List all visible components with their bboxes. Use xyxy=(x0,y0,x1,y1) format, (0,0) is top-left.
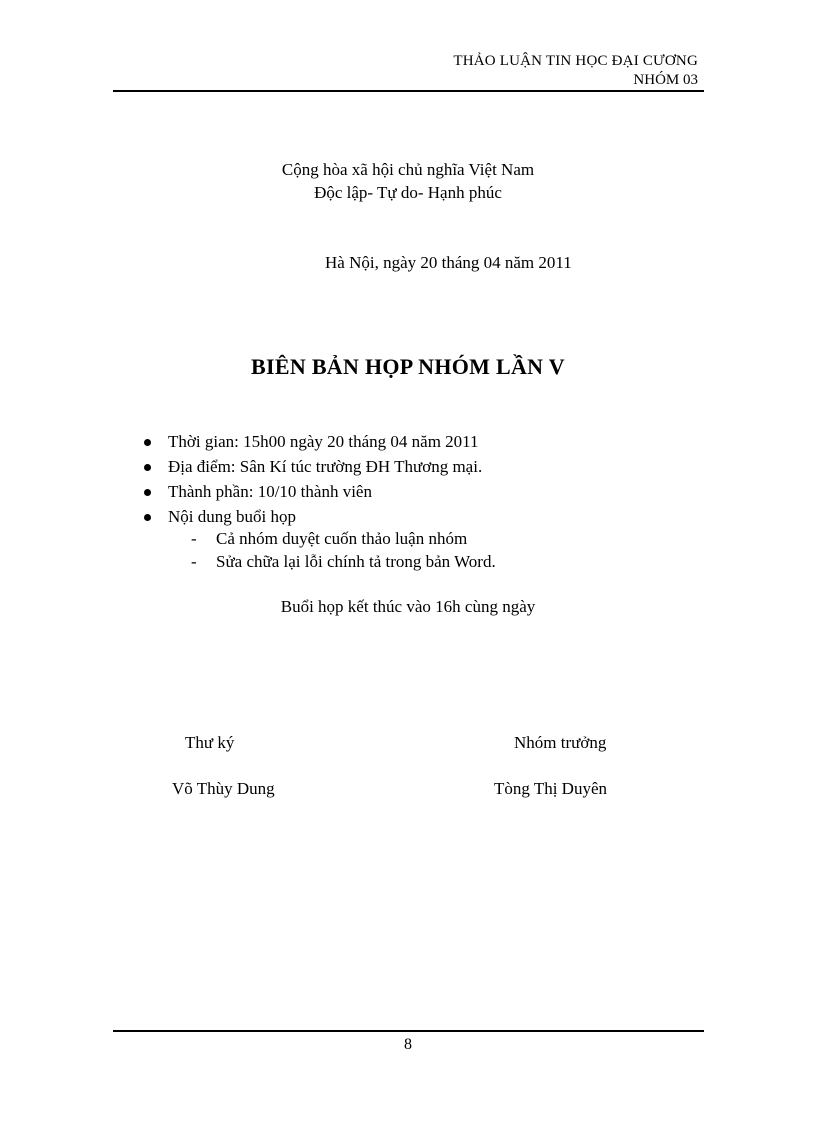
header-group: NHÓM 03 xyxy=(633,72,698,88)
bullet-icon xyxy=(144,439,151,446)
meeting-time: Thời gian: 15h00 ngày 20 tháng 04 năm 2011 xyxy=(168,432,479,451)
bullet-icon xyxy=(144,514,151,521)
page-number: 8 xyxy=(404,1036,412,1053)
dash-marker: - xyxy=(191,552,197,571)
group-leader-role: Nhóm trưởng xyxy=(514,733,607,752)
meeting-attendance: Thành phần: 10/10 thành viên xyxy=(168,482,372,501)
national-motto-line1: Cộng hòa xã hội chủ nghĩa Việt Nam xyxy=(281,160,535,179)
header-title: THẢO LUẬN TIN HỌC ĐẠI CƯƠNG xyxy=(453,53,698,69)
content-item: Cả nhóm duyệt cuốn thảo luận nhóm xyxy=(216,529,468,548)
dash-marker: - xyxy=(191,529,197,548)
closing-statement: Buổi họp kết thúc vào 16h cùng ngày xyxy=(280,597,536,616)
list-item xyxy=(140,431,482,456)
national-motto-line2: Độc lập- Tự do- Hạnh phúc xyxy=(314,183,502,202)
meeting-details-list xyxy=(140,431,482,531)
meeting-content-heading: Nội dung buổi họp xyxy=(168,507,296,526)
meeting-location: Địa điểm: Sân Kí túc trường ĐH Thương mại. xyxy=(168,457,483,476)
content-item: Sửa chữa lại lỗi chính tả trong bản Word. xyxy=(216,552,496,571)
bullet-icon xyxy=(144,464,151,471)
list-item xyxy=(188,551,496,574)
list-item xyxy=(188,528,496,551)
bullet-icon xyxy=(144,489,151,496)
secretary-role: Thư ký xyxy=(185,733,235,752)
list-item xyxy=(140,481,482,506)
secretary-name: Võ Thùy Dung xyxy=(172,779,275,798)
header-divider xyxy=(113,90,704,92)
list-item xyxy=(140,456,482,481)
date-line: Hà Nội, ngày 20 tháng 04 năm 2011 xyxy=(325,253,572,272)
meeting-content-list xyxy=(188,528,496,574)
footer-divider xyxy=(113,1030,704,1032)
document-title: BIÊN BẢN HỌP NHÓM LẦN V xyxy=(251,354,565,379)
group-leader-name: Tòng Thị Duyên xyxy=(494,779,608,798)
